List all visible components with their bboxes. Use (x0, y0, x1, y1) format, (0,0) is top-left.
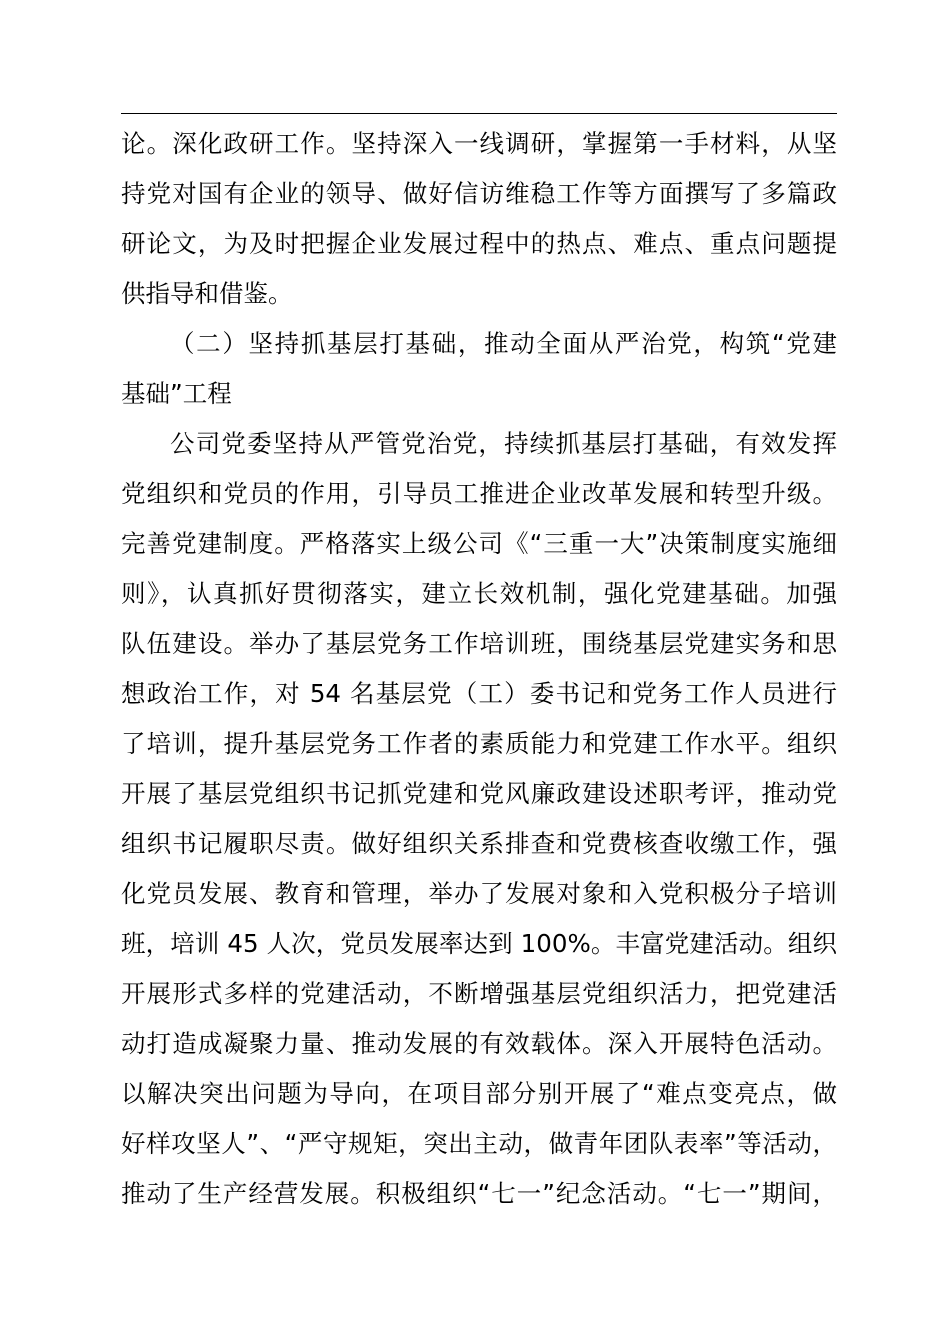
body-text (121, 119, 837, 1219)
section-heading-continued: 基础”工程 (121, 379, 232, 408)
text-line: 队伍建设。举办了基层党务工作培训班，围绕基层党建实务和思 (121, 629, 837, 658)
text-line: 了培训，提升基层党务工作者的素质能力和党建工作水平。组织 (121, 729, 837, 758)
text-line: 组织书记履职尽责。做好组织关系排查和党费核查收缴工作，强 (121, 829, 837, 858)
text-line: 研论文，为及时把握企业发展过程中的热点、难点、重点问题提 (121, 229, 837, 258)
text-line: 化党员发展、教育和管理，举办了发展对象和入党积极分子培训 (121, 879, 837, 908)
paragraph-start: 公司党委坚持从严管党治党，持续抓基层打基础，有效发挥 (170, 429, 837, 458)
header-rule (121, 113, 837, 114)
text-line: 则》，认真抓好贯彻落实，建立长效机制，强化党建基础。加强 (121, 579, 837, 608)
text-line: 以解决突出问题为导向，在项目部分别开展了“难点变亮点，做 (121, 1079, 837, 1108)
section-heading: （二）坚持抓基层打基础，推动全面从严治党，构筑“党建 (170, 329, 837, 358)
text-line: 完善党建制度。严格落实上级公司《“三重一大”决策制度实施细 (121, 529, 837, 558)
text-line: 开展了基层党组织书记抓党建和党风廉政建设述职考评，推动党 (121, 779, 837, 808)
text-line: 开展形式多样的党建活动，不断增强基层党组织活力，把党建活 (121, 979, 837, 1008)
text-line: 好样攻坚人”、“严守规矩，突出主动，做青年团队表率”等活动， (121, 1129, 837, 1158)
text-line: 班，培训 45 人次，党员发展率达到 100%。丰富党建活动。组织 (121, 929, 837, 958)
text-line: 论。深化政研工作。坚持深入一线调研，掌握第一手材料，从坚 (121, 129, 837, 158)
text-line: 动打造成凝聚力量、推动发展的有效载体。深入开展特色活动。 (121, 1029, 837, 1058)
text-line: 党组织和党员的作用，引导员工推进企业改革发展和转型升级。 (121, 479, 837, 508)
text-line: 供指导和借鉴。 (121, 279, 293, 308)
text-line: 持党对国有企业的领导、做好信访维稳工作等方面撰写了多篇政 (121, 179, 837, 208)
text-line: 推动了生产经营发展。积极组织“七一”纪念活动。“七一”期间， (121, 1179, 837, 1208)
text-line: 想政治工作，对 54 名基层党（工）委书记和党务工作人员进行 (121, 679, 837, 708)
